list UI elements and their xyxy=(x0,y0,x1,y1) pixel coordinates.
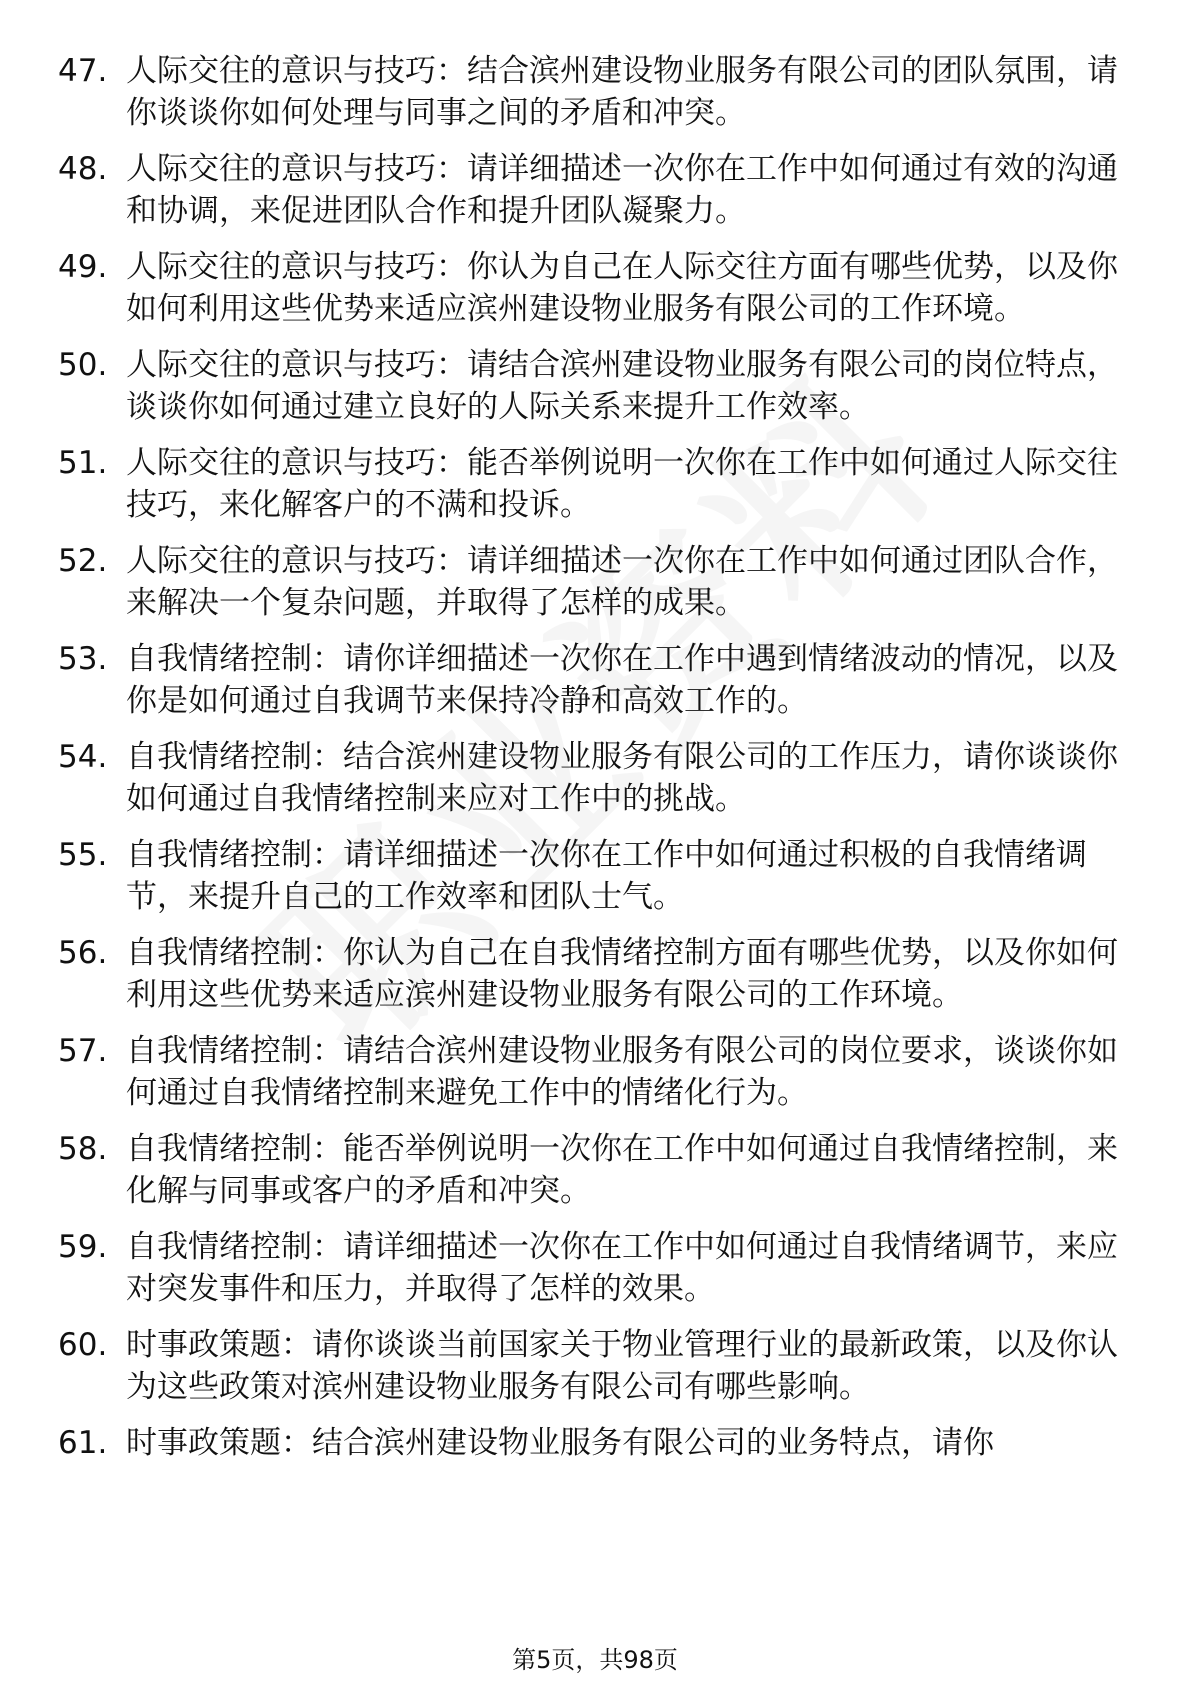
question-item xyxy=(58,638,1118,722)
question-number: 57. xyxy=(58,1033,108,1069)
question-item xyxy=(58,932,1118,1016)
question-item xyxy=(58,1324,1118,1408)
question-item xyxy=(58,1030,1118,1114)
question-item xyxy=(58,1226,1118,1310)
question-text: 人际交往的意识与技巧：请详细描述一次你在工作中如何通过有效的沟通和协调，来促进团队合作和提升团队凝聚力。 xyxy=(126,151,1118,229)
question-number: 58. xyxy=(58,1131,108,1167)
question-item xyxy=(58,442,1118,526)
question-item xyxy=(58,246,1118,330)
question-number: 60. xyxy=(58,1327,108,1363)
question-text: 自我情绪控制：请详细描述一次你在工作中如何通过积极的自我情绪调节，来提升自己的工作效率和团队士气。 xyxy=(126,837,1087,915)
question-item xyxy=(58,1128,1118,1212)
question-item xyxy=(58,148,1118,232)
question-item xyxy=(58,540,1118,624)
question-number: 51. xyxy=(58,445,108,481)
question-number: 48. xyxy=(58,151,108,187)
question-item xyxy=(58,50,1118,134)
question-text: 自我情绪控制：你认为自己在自我情绪控制方面有哪些优势，以及你如何利用这些优势来适应滨州建设物业服务有限公司的工作环境。 xyxy=(126,935,1118,1013)
question-list xyxy=(58,50,1118,1478)
question-text: 人际交往的意识与技巧：请详细描述一次你在工作中如何通过团队合作，来解决一个复杂问题，并取得了怎样的成果。 xyxy=(126,543,1118,621)
question-item xyxy=(58,344,1118,428)
question-text: 人际交往的意识与技巧：请结合滨州建设物业服务有限公司的岗位特点，谈谈你如何通过建立良好的人际关系来提升工作效率。 xyxy=(126,347,1118,425)
question-text: 时事政策题：请你谈谈当前国家关于物业管理行业的最新政策，以及你认为这些政策对滨州建设物业服务有限公司有哪些影响。 xyxy=(126,1327,1118,1405)
page-footer: 第5页，共98页 xyxy=(512,1646,678,1674)
question-number: 55. xyxy=(58,837,108,873)
question-text: 人际交往的意识与技巧：你认为自己在人际交往方面有哪些优势，以及你如何利用这些优势来适应滨州建设物业服务有限公司的工作环境。 xyxy=(126,249,1118,327)
question-item xyxy=(58,834,1118,918)
question-text: 自我情绪控制：请详细描述一次你在工作中如何通过自我情绪调节，来应对突发事件和压力，并取得了怎样的效果。 xyxy=(126,1229,1118,1307)
question-number: 59. xyxy=(58,1229,108,1265)
question-text: 自我情绪控制：请结合滨州建设物业服务有限公司的岗位要求，谈谈你如何通过自我情绪控制来避免工作中的情绪化行为。 xyxy=(126,1033,1118,1111)
question-number: 49. xyxy=(58,249,108,285)
question-number: 47. xyxy=(58,53,108,89)
question-item xyxy=(58,1422,1118,1464)
question-number: 54. xyxy=(58,739,108,775)
question-text: 自我情绪控制：请你详细描述一次你在工作中遇到情绪波动的情况，以及你是如何通过自我调节来保持冷静和高效工作的。 xyxy=(126,641,1118,719)
question-text: 人际交往的意识与技巧：能否举例说明一次你在工作中如何通过人际交往技巧，来化解客户的不满和投诉。 xyxy=(126,445,1118,523)
question-number: 61. xyxy=(58,1425,108,1461)
question-number: 53. xyxy=(58,641,108,677)
question-text: 人际交往的意识与技巧：结合滨州建设物业服务有限公司的团队氛围，请你谈谈你如何处理与同事之间的矛盾和冲突。 xyxy=(126,53,1118,131)
question-item xyxy=(58,736,1118,820)
question-text: 自我情绪控制：能否举例说明一次你在工作中如何通过自我情绪控制，来化解与同事或客户的矛盾和冲突。 xyxy=(126,1131,1118,1209)
question-number: 50. xyxy=(58,347,108,383)
question-number: 56. xyxy=(58,935,108,971)
question-text: 自我情绪控制：结合滨州建设物业服务有限公司的工作压力，请你谈谈你如何通过自我情绪控制来应对工作中的挑战。 xyxy=(126,739,1118,817)
question-number: 52. xyxy=(58,543,108,579)
question-text: 时事政策题：结合滨州建设物业服务有限公司的业务特点，请你 xyxy=(126,1425,994,1461)
